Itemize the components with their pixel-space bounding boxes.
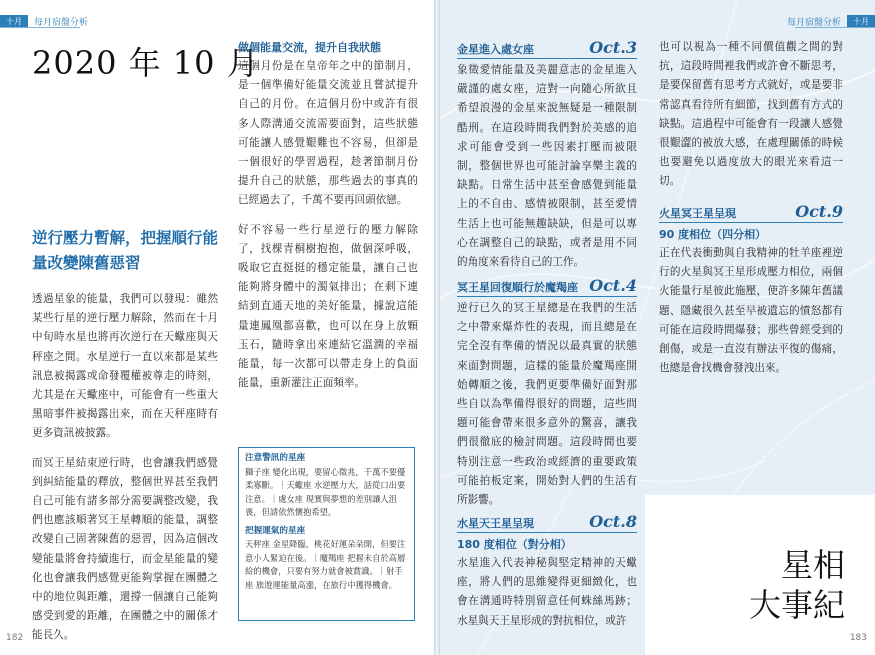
event-subtitle: 90 度相位（四分相）	[659, 228, 767, 241]
running-head-title-left: 每月宿盤分析	[34, 17, 89, 28]
page-number-right: 183	[849, 633, 867, 643]
event-header	[659, 202, 843, 223]
lucky-signs-title: 把握運氣的星座	[245, 525, 306, 536]
event-body: 也可以視為一種不同價值觀之間的對抗，這段時間裡我們或許會不斷思考，是要保留舊有思考方式就好，或是要非常認真看待所有細節，找到舊有方式的缺點。這過程中可能會有一段讓人感覺很艱澀的被放大感，在處理關係的時候也要避免以過度放大的眼光來看這一切。	[659, 41, 843, 188]
left-column-1	[32, 290, 218, 655]
left-col2-paragraph-2: 好不容易一些行星逆行的壓力解除了，找棵青桐樹抱抱，做個深呼吸，吸取它直挺挺的穩定能量，讓自己也能夠將身體中的濁氣排出；在剩下連結到直通天地的美好能量，據說這能量連鳳凰都喜歡，也可以在身上放顆玉石，隨時拿出來連結它溫潤的幸福能量，每一次都可以帶走身上的負面能量，重新灌注正面頻率。	[238, 223, 418, 390]
running-head-title-right: 每月宿盤分析	[786, 17, 841, 28]
left-column-2	[238, 38, 418, 403]
event-body: 逆行已久的冥王星總是在我們的生活之中帶來爆炸性的表現，而且總是在完全沒有準備的情況以最真實的狀態來面對問題，這樣的能量於魔羯座開始轉順之後，我們更要準備好面對那些自以為準備得很好的問題，這些問題可能會帶來很多意外的驚喜，讓我們很徹底的檢討問題。這段時間也要特別注意一些政治或經濟的重要政策可能拍板定案，開始對人們的生活有所影響。	[457, 302, 637, 507]
event-pluto-direct	[457, 276, 637, 510]
event-date: Oct.4	[589, 276, 637, 295]
running-head-right	[787, 14, 875, 28]
event-header	[457, 276, 637, 297]
event-venus-virgo	[457, 38, 637, 272]
left-col2-title: 做個能量交流，提升自我狀態	[238, 41, 381, 54]
left-page	[0, 0, 437, 655]
event-date: Oct.8	[589, 512, 637, 531]
event-body: 水星進入代表神秘與堅定精神的天蠍座，將人們的思維變得更細緻化，也會在溝通時特別留意任何蛛絲馬跡；水星與天王星形成的對抗相位，或許	[457, 557, 637, 627]
running-head-tag-left: 十月	[0, 15, 28, 28]
page-number-left: 182	[6, 633, 24, 643]
event-mars-pluto	[659, 202, 843, 378]
event-continuation	[659, 38, 843, 192]
event-header	[457, 512, 637, 533]
left-col2-paragraph-1: 這個月份是在皇帝年之中的節制月，是一個準備好能量交流並且嘗試提升自己的月份。在這個月份中或許有很多人際溝通交流需要面對，這些狀態可能讓人感覺艱難也不容易，但卻是一個很好的學習過程，趁著節制月份提升自己的狀態，那些過去的事真的已經過去了，千萬不要再回頭依戀。	[238, 60, 418, 207]
warning-signs-title: 注意警訊的星座	[245, 453, 306, 463]
event-date: Oct.3	[589, 38, 637, 57]
event-date: Oct.9	[795, 202, 843, 221]
right-page	[437, 0, 875, 655]
running-head-rule-left	[0, 27, 80, 28]
event-title: 金星進入處女座	[457, 43, 534, 56]
book-gutter	[434, 0, 440, 655]
event-title: 冥王星回復順行於魔羯座	[457, 281, 578, 294]
left-col1-paragraph-2: 而冥王星結束逆行時，也會讓我們感覺到糾結能量的釋放，整個世界甚至我們自己可能有諸多部分需要調整改變，我們也應該順著冥王星轉順的能量，調整改變自己固著陳舊的惡習，因為這個改變能量將會持續進行，而金星能量的變化也會讓我們感覺更能夠掌握在團體之中的地位與距離，還撐一個讓自己能夠感受到愛的距離，在團體之中的關係才能長久。	[32, 456, 218, 642]
section-stamp-line-1: 星相	[780, 546, 845, 584]
event-body: 正在代表衝動與自我精神的牡羊座裡逆行的火星與冥王星形成壓力相位，兩個火能量行星彼此施壓，使許多陳年舊議題、隱藏很久甚至早被遺忘的憤怒都有可能在這段時間爆發；那些曾經受到的創傷，或是一直沒有辦法平復的傷痛，也總是會找機會發洩出來。	[659, 247, 843, 375]
event-subtitle: 180 度相位（對分相）	[457, 538, 572, 551]
horoscope-info-box	[238, 447, 415, 621]
section-stamp-line-2: 大事紀	[748, 586, 845, 624]
lucky-signs-text: 天秤座 金星降臨，桃花好運朵朵開，但要注意小人緊迫在後。｜魔羯座 把握未自於高層給的機會，只要有努力就會被賞識。｜射手座 旅遊運能量高漲，在旅行中獲得機會。	[245, 539, 406, 590]
warning-signs-text: 獅子座 變化出現，要留心徵兆，千萬不要優柔寡斷。｜天蠍座 水逆壓力大，話從口出要注意。｜處女座 現實與夢想的差別讓人沮喪，但請依然懷抱希望。	[245, 466, 406, 517]
month-title: 2020 年 10 月	[32, 44, 260, 82]
event-title: 水星天王星呈現	[457, 517, 534, 530]
left-col1-paragraph-1: 透過星象的能量，我們可以發現：雖然某些行星的逆行壓力解除，然而在十月中旬時水星也將再次逆行在天蠍座與天秤座之間。水星逆行一直以來都是某些訊息被揭露或命發覆權被尊走的時刻，尤其是在天蠍座中，可能會有一些重大黑暗事件被揭露出來，而在天秤座時有更多資訊被披露。	[32, 293, 218, 440]
running-head-left	[0, 14, 88, 28]
event-body: 象徵愛情能量及美麗意志的金星進入嚴謹的處女座，這對一向隨心所欲且希望浪漫的金星來說無疑是一種限制酷刑。在這段時間我們對於美感的追求可能會受到一些因素打壓而被限制，整個世界也可能討論享樂主義的缺點。日常生活中甚至會感覺到能量上的不自由、感情被限制，甚至愛情生活上也可能無趣缺缺，但是可以專心在調整自己的缺點，或者是用不同的角度來看待自己的工作。	[457, 64, 637, 269]
event-mercury-uranus	[457, 512, 637, 631]
event-title: 火星冥王星呈現	[659, 207, 736, 220]
running-head-tag-right: 十月	[847, 15, 875, 28]
section-stamp	[749, 545, 845, 625]
left-section-heading: 逆行壓力暫解，把握順行能量改變陳舊惡習	[32, 229, 219, 272]
event-header	[457, 38, 637, 59]
running-head-rule-right	[795, 27, 875, 28]
